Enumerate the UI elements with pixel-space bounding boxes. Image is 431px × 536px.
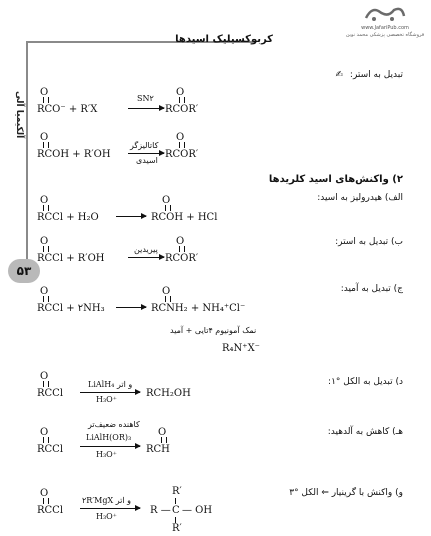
eq-hydrolysis-rhs: RCOH + HCl: [151, 212, 218, 223]
eq-fischer-rhs: RCOR′: [165, 149, 199, 160]
double-bond: [165, 296, 171, 302]
eq-alcohol-cond-top: LiAlH₄ و اتر: [88, 380, 133, 389]
label-vav: و) واکنش با گرینیار ⇐ الکل °۳: [289, 488, 403, 498]
eq-aldehyde-cond-top: LiAlH(OR)₃: [86, 433, 132, 442]
eq-aldehyde-cond-bottom: H₃O⁺: [96, 450, 117, 459]
double-bond: [179, 97, 185, 103]
carbonyl-o: O: [40, 286, 49, 297]
eq-grignard-rhs-right: — OH: [182, 505, 213, 516]
page-number: ۵۳: [8, 259, 40, 283]
label-ester-intro: تبدیل به استر: ✍: [335, 70, 403, 80]
carbonyl-o: O: [176, 236, 185, 247]
eq-grignard-sub-top: R′: [172, 486, 182, 497]
carbonyl-o: O: [176, 87, 185, 98]
carbonyl-o: O: [158, 427, 167, 438]
side-label: آلکیمیا آلی: [14, 91, 24, 139]
double-bond: [43, 205, 49, 211]
eq-ester-lhs: RCCl + R′OH: [37, 253, 105, 264]
eq-amide-lhs: RCCl + ۲NH₃: [37, 303, 105, 314]
eq-aldehyde-rhs: RCH: [146, 444, 170, 455]
reaction-arrow: [80, 392, 140, 393]
double-bond: [43, 498, 49, 504]
reaction-arrow: [116, 307, 146, 308]
eq-grignard-cond-bottom: H₃O⁺: [96, 512, 117, 521]
logo-tagline: فروشگاه تخصصی پزشکی محمد نوین: [345, 32, 425, 38]
eq-fischer-cond-bottom: اسیدی: [136, 156, 158, 165]
carbonyl-o: O: [176, 132, 185, 143]
eq-fischer-cond-top: کاتالیزگر: [130, 141, 159, 150]
eq-alcohol-cond-bottom: H₃O⁺: [96, 395, 117, 404]
carbonyl-o: O: [162, 195, 171, 206]
reaction-arrow: [128, 153, 164, 154]
eq-sn2-lhs: RCO⁻ + R′X: [37, 104, 98, 115]
reaction-arrow: [128, 257, 164, 258]
side-rule: [26, 41, 28, 281]
double-bond: [43, 296, 49, 302]
carbonyl-o: O: [40, 236, 49, 247]
label-alef: الف) هیدرولیز به اسید:: [317, 193, 403, 203]
eq-sn2-rhs: RCOR′: [165, 104, 199, 115]
eq-ester-rhs: RCOR′: [165, 253, 199, 264]
eq-fischer-lhs: RCOH + R′OH: [37, 149, 111, 160]
label-je: ج) تبدیل به آمید:: [340, 284, 403, 294]
eq-grignard-rhs-center: C: [172, 505, 180, 516]
eq-aldehyde-lhs: RCCl: [37, 444, 64, 455]
eq-aldehyde-cond-top0: کاهنده ضعیف‌تر: [88, 420, 140, 429]
eq-grignard-lhs: RCCl: [37, 505, 64, 516]
double-bond: [161, 437, 167, 443]
label-be: ب) تبدیل به استر:: [335, 237, 403, 247]
carbonyl-o: O: [40, 195, 49, 206]
reaction-arrow: [116, 216, 146, 217]
logo-site: www.JafariPub.com: [361, 25, 409, 31]
carbonyl-o: O: [40, 488, 49, 499]
eq-hydrolysis-lhs: RCCl + H₂O: [37, 212, 99, 223]
eq-amide-rhs: RCNH₂ + NH₄⁺Cl⁻: [151, 303, 246, 314]
eq-amide-salt: R₄N⁺X⁻: [222, 343, 260, 354]
eq-grignard-rhs-left: R —: [150, 505, 171, 516]
double-bond: [179, 142, 185, 148]
carbonyl-o: O: [40, 87, 49, 98]
carbonyl-o: O: [40, 132, 49, 143]
double-bond: [179, 246, 185, 252]
logo-mark-icon: [362, 2, 408, 24]
carbonyl-o: O: [162, 286, 171, 297]
eq-grignard-sub-bottom: R′: [172, 523, 182, 534]
carbonyl-o: O: [40, 371, 49, 382]
publisher-logo: [340, 2, 430, 44]
eq-alcohol-lhs: RCCl: [37, 388, 64, 399]
double-bond: [43, 381, 49, 387]
section2-title: ۲) واکنش‌های اسید کلریدها: [268, 174, 403, 185]
eq-ester-cond: پیریدین: [134, 245, 158, 254]
reaction-arrow: [80, 446, 140, 447]
double-bond: [165, 205, 171, 211]
double-bond: [43, 437, 49, 443]
reaction-arrow: [128, 108, 164, 109]
eq-amide-note: نمک آمونیوم ۴تایی + آمید: [170, 326, 257, 335]
single-bond: [175, 498, 176, 504]
chapter-title: کربوکسیلیک اسیدها: [175, 34, 273, 45]
label-he: هـ) کاهش به آلدهید:: [327, 427, 403, 437]
double-bond: [43, 97, 49, 103]
eq-alcohol-rhs: RCH₂OH: [146, 388, 191, 399]
eq-grignard-cond-top: ۲R′MgX و اتر: [82, 496, 131, 505]
double-bond: [43, 246, 49, 252]
label-dal: د) تبدیل به الکل °۱:: [328, 377, 403, 387]
pen-icon: ✍: [335, 70, 344, 80]
reaction-arrow: [80, 508, 140, 509]
eq-sn2-cond: SN۲: [137, 94, 154, 103]
carbonyl-o: O: [40, 427, 49, 438]
double-bond: [43, 142, 49, 148]
